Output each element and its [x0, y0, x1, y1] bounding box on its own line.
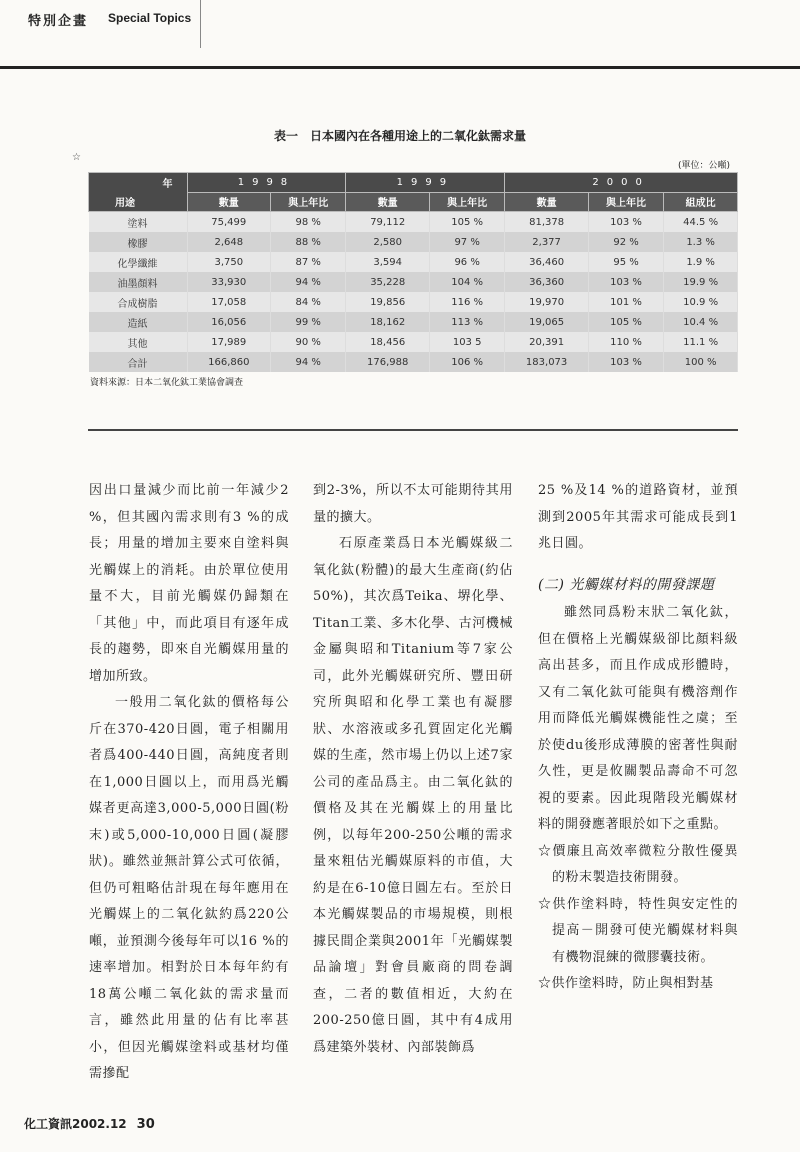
section-label: 特別企畫 — [28, 14, 89, 29]
table-cell: 35,228 — [346, 272, 430, 292]
table-cell: 36,360 — [505, 272, 589, 292]
section-heading: (二) 光觸媒材料的開發課題 — [538, 576, 715, 593]
table-cell: 1.3 % — [664, 232, 738, 252]
year-header: 1998 — [187, 173, 346, 193]
table-row — [89, 332, 738, 352]
table-cell: 17,989 — [187, 332, 271, 352]
text-column-1 — [89, 478, 289, 1088]
table-cell: 18,162 — [346, 312, 430, 332]
header-divider — [200, 0, 201, 48]
column-header: 數量 — [187, 192, 271, 212]
table-cell: 98 % — [271, 212, 346, 233]
page-header — [0, 0, 800, 69]
table-title: 表一 日本國內在各種用途上的二氧化鈦需求量 — [273, 129, 526, 143]
table-cell: 87 % — [271, 252, 346, 272]
row-category: 橡膠 — [89, 232, 188, 252]
table-row — [89, 272, 738, 292]
table-cell: 19,065 — [505, 312, 589, 332]
table-cell: 2,580 — [346, 232, 430, 252]
year-header: 1999 — [346, 173, 505, 193]
table-cell: 166,860 — [187, 352, 271, 372]
column-header: 數量 — [505, 192, 589, 212]
table-cell: 20,391 — [505, 332, 589, 352]
column-header: 組成比 — [664, 192, 738, 212]
table-cell: 97 % — [429, 232, 504, 252]
table-cell: 103 % — [588, 212, 663, 233]
table-cell: 79,112 — [346, 212, 430, 233]
paragraph: 到2-3%，所以不太可能期待其用量的擴大。 — [313, 483, 513, 525]
column-header: 與上年比 — [429, 192, 504, 212]
bullet-item: ☆價廉且高效率微粒分散性優異的粉末製造技術開發。 — [538, 843, 738, 885]
corner-year-label: 年 — [162, 179, 173, 190]
table-cell: 10.9 % — [664, 292, 738, 312]
column-header: 與上年比 — [588, 192, 663, 212]
topic-label: Special Topics — [108, 11, 192, 25]
table-cell: 95 % — [588, 252, 663, 272]
table-cell: 44.5 % — [664, 212, 738, 233]
column-header: 數量 — [346, 192, 430, 212]
star-icon: ☆ — [72, 152, 81, 163]
text-column-2 — [313, 478, 513, 1061]
paragraph: 一般用二氧化鈦的價格每公斤在370-420日圓，電子相關用者爲400-440日圓，高純度者則在1,000日圓以上，而用爲光觸媒者更高達3,000-5,000日圓(粉末)或5,000-10,000日圓(凝膠狀)。雖然並無計算公式可依循，但仍可粗略估計現在每年應用在光觸媒上的二氧化鈦約爲220公噸，並預測今後每年可以16 %的速率增加。相對於日本每年約有18萬公噸二氧化鈦的需求量而言，雖然此用量的佔有比率甚小，但因光觸媒塗料或基材均僅需摻配 — [89, 695, 289, 1081]
row-category: 合成樹脂 — [89, 292, 188, 312]
row-category: 油墨顏料 — [89, 272, 188, 292]
paragraph: 雖然同爲粉末狀二氧化鈦，但在價格上光觸媒級卻比顏料級高出甚多，而且作成成形體時，又有二氧化鈦可能與有機溶劑作用而降低光觸媒機能性之虞；至於使du後形成薄膜的密著性與耐久性，更是攸關製品壽命不可忽視的要素。因此現階段光觸媒材料的開發應著眼於如下之重點。 — [538, 605, 738, 832]
row-category: 塗料 — [89, 212, 188, 233]
column-header: 與上年比 — [271, 192, 346, 212]
table-cell: 2,648 — [187, 232, 271, 252]
table-cell: 105 % — [588, 312, 663, 332]
page-footer — [24, 1115, 155, 1132]
table-cell: 105 % — [429, 212, 504, 233]
table-cell: 1.9 % — [664, 252, 738, 272]
table-cell: 103 5 — [429, 332, 504, 352]
table-row — [89, 212, 738, 233]
table-cell: 100 % — [664, 352, 738, 372]
table-cell: 10.4 % — [664, 312, 738, 332]
row-category: 造紙 — [89, 312, 188, 332]
paragraph: 石原產業爲日本光觸媒級二氧化鈦(粉體)的最大生產商(約佔50%)，其次爲Teika、堺化學、Titan工業、多木化學、古河機械金屬與昭和Titanium等7家公司，此外光觸媒研究所、豐田研究所與昭和化學工業也有凝膠狀、水溶液或多孔質固定化光觸媒的生產，然市場上仍以上述7家公司的產品爲主。由二氧化鈦的價格及其在光觸媒上的用量比例，以每年200-250公噸的需求量來粗估光觸媒原料的市值，大約是在6-10億日圓左右。至於日本光觸媒製品的市場規模，則根據民間企業與2001年「光觸媒製品論壇」對會員廠商的問卷調查，二者的數值相近，大約在200-250億日圓，其中有4成用爲建築外裝材、內部裝飾爲 — [313, 536, 513, 1055]
table-row — [89, 292, 738, 312]
table-cell: 110 % — [588, 332, 663, 352]
table-cell: 176,988 — [346, 352, 430, 372]
text-column-3 — [538, 478, 738, 998]
journal-issue: 化工資訊2002.12 — [24, 1117, 127, 1131]
section-divider — [88, 429, 738, 431]
table-cell: 106 % — [429, 352, 504, 372]
table-cell: 19.9 % — [664, 272, 738, 292]
table-cell: 104 % — [429, 272, 504, 292]
paragraph: 25 %及14 %的道路資材，並預測到2005年其需求可能成長到1兆日圓。 — [538, 483, 738, 551]
table-cell: 19,970 — [505, 292, 589, 312]
table-cell: 99 % — [271, 312, 346, 332]
demand-table — [88, 172, 738, 372]
row-category: 其他 — [89, 332, 188, 352]
table-cell: 183,073 — [505, 352, 589, 372]
table-cell: 19,856 — [346, 292, 430, 312]
table-row — [89, 232, 738, 252]
table-unit: (單位：公噸) — [677, 161, 730, 171]
page-number: 30 — [136, 1117, 155, 1132]
table-cell: 101 % — [588, 292, 663, 312]
table-cell: 17,058 — [187, 292, 271, 312]
table-cell: 94 % — [271, 352, 346, 372]
corner-use-label: 用途 — [115, 198, 135, 209]
table-cell: 113 % — [429, 312, 504, 332]
year-header: 2000 — [505, 173, 738, 193]
bullet-item: ☆供作塗料時，特性與安定性的提高－開發可使光觸媒材料與有機物混練的微膠囊技術。 — [538, 896, 738, 965]
table-source: 資料來源：日本二氧化鈦工業協會調查 — [90, 378, 244, 388]
table-cell: 33,930 — [187, 272, 271, 292]
table-cell: 96 % — [429, 252, 504, 272]
table-cell: 103 % — [588, 352, 663, 372]
table-cell: 75,499 — [187, 212, 271, 233]
table-cell: 81,378 — [505, 212, 589, 233]
table-body — [89, 212, 738, 373]
table-cell: 84 % — [271, 292, 346, 312]
table-cell: 2,377 — [505, 232, 589, 252]
table-cell: 103 % — [588, 272, 663, 292]
table-cell: 18,456 — [346, 332, 430, 352]
table-cell: 94 % — [271, 272, 346, 292]
table-cell: 36,460 — [505, 252, 589, 272]
table-row — [89, 352, 738, 372]
row-category: 化學纖維 — [89, 252, 188, 272]
bullet-item: ☆供作塗料時，防止與相對基 — [538, 976, 714, 991]
table-cell: 3,750 — [187, 252, 271, 272]
table-cell: 92 % — [588, 232, 663, 252]
table-cell: 16,056 — [187, 312, 271, 332]
paragraph: 因出口量減少而比前一年減少2 %，但其國內需求則有3 %的成長；用量的增加主要來自塗料與光觸媒上的消耗。由於單位使用量不大，目前光觸媒仍歸類在「其他」中，而此項目有逐年成長的趨勢，即來自光觸媒用量的增加所致。 — [89, 483, 289, 684]
table-corner — [89, 173, 188, 212]
table-row — [89, 312, 738, 332]
table-cell: 11.1 % — [664, 332, 738, 352]
table-cell: 3,594 — [346, 252, 430, 272]
table-cell: 116 % — [429, 292, 504, 312]
table-row — [89, 252, 738, 272]
row-category: 合計 — [89, 352, 188, 372]
table-cell: 90 % — [271, 332, 346, 352]
table-cell: 88 % — [271, 232, 346, 252]
